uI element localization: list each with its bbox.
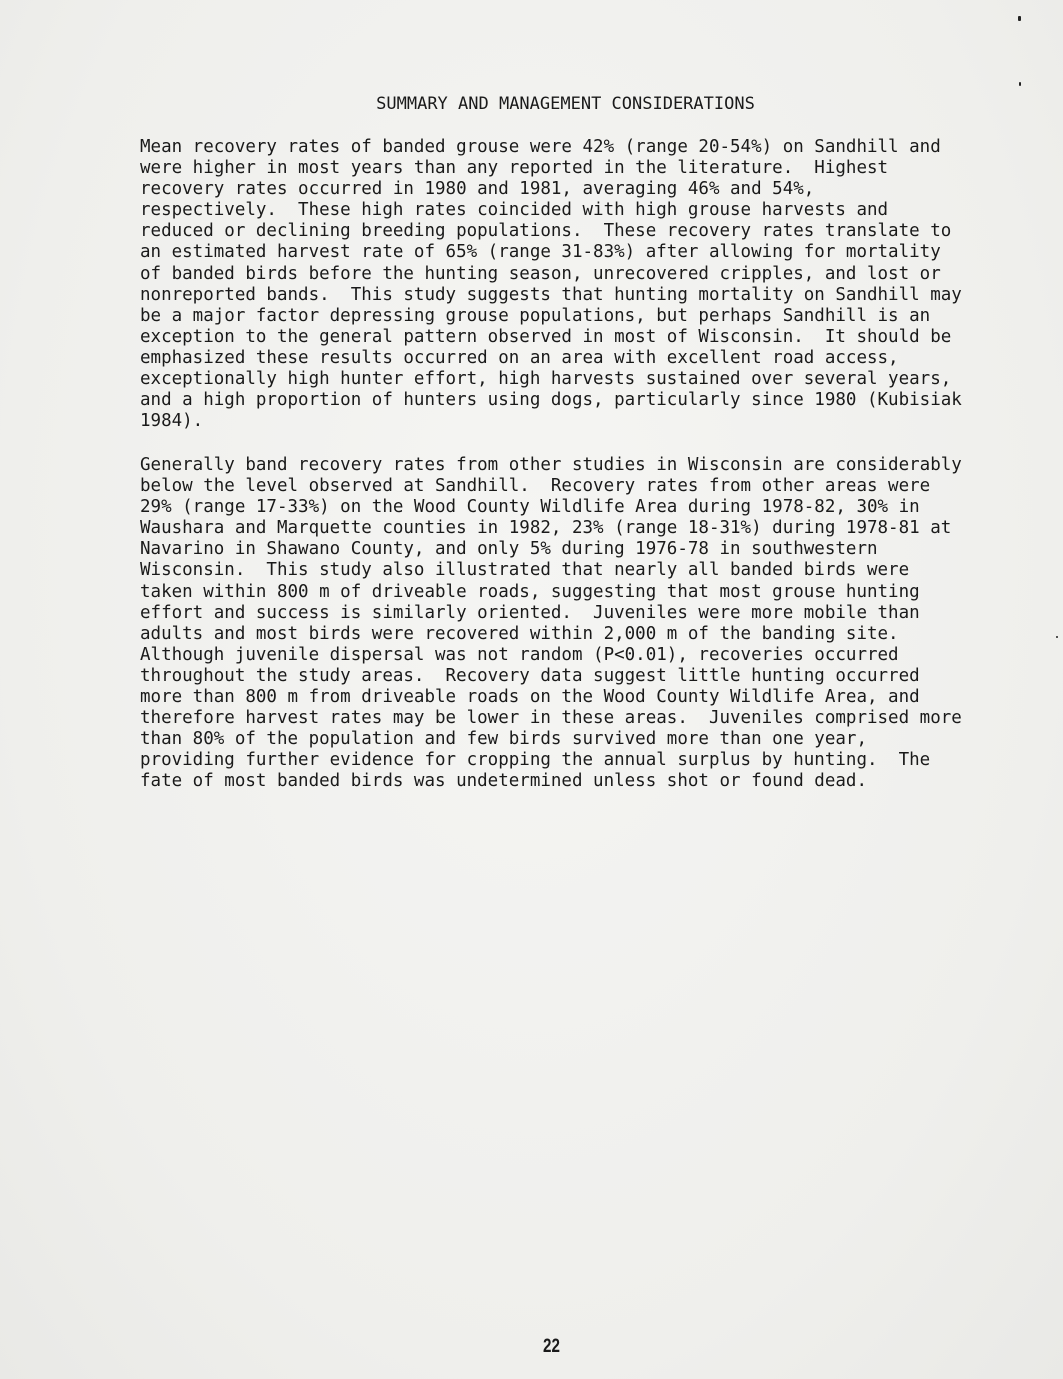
text-line: reduced or declining breeding populations. These recovery rates translate to <box>140 221 952 242</box>
text-line: Wisconsin. This study also illustrated that nearly all banded birds were <box>140 560 910 581</box>
paragraph-recovery-rates <box>140 137 990 432</box>
text-line: more than 800 m from driveable roads on the Wood County Wildlife Area, and <box>140 687 920 708</box>
text-line: Navarino in Shawano County, and only 5% during 1976-78 in southwestern <box>140 539 878 560</box>
paragraph-wisconsin-comparison <box>140 455 990 793</box>
text-line: effort and success is similarly oriented. Juveniles were more mobile than <box>140 602 920 623</box>
text-line: respectively. These high rates coincided with high grouse harvests and <box>140 200 889 221</box>
scan-speck <box>1056 636 1058 638</box>
text-line: fate of most banded birds was undetermined unless shot or found dead. <box>140 771 867 792</box>
text-line: Generally band recovery rates from other studies in Wisconsin are considerably <box>140 455 962 475</box>
text-line: throughout the study areas. Recovery data suggest little hunting occurred <box>140 665 920 686</box>
section-heading: SUMMARY AND MANAGEMENT CONSIDERATIONS <box>376 94 755 114</box>
text-line: exceptionally high hunter effort, high harvests sustained over several years, <box>140 369 952 390</box>
text-line: nonreported bands. This study suggests that hunting mortality on Sandhill may <box>140 284 962 305</box>
scan-speck <box>1019 82 1021 86</box>
text-line: taken within 800 m of driveable roads, suggesting that most grouse hunting <box>140 581 920 602</box>
text-line: were higher in most years than any reported in the literature. Highest <box>140 158 889 179</box>
text-line: than 80% of the population and few birds survived more than one year, <box>140 729 867 750</box>
text-line: 1984). <box>140 411 204 432</box>
text-line: Waushara and Marquette counties in 1982, 23% (range 18-31%) during 1978-81 at <box>140 518 952 539</box>
text-line: Mean recovery rates of banded grouse were 42% (range 20-54%) on Sandhill and <box>140 137 941 157</box>
scan-speck <box>1018 16 1021 21</box>
page-number: 22 <box>543 1336 560 1357</box>
text-line: below the level observed at Sandhill. Recovery rates from other areas were <box>140 476 931 497</box>
text-line: of banded birds before the hunting season, unrecovered cripples, and lost or <box>140 263 941 284</box>
text-line: be a major factor depressing grouse populations, but perhaps Sandhill is an <box>140 305 931 326</box>
text-line: providing further evidence for cropping the annual surplus by hunting. The <box>140 750 931 771</box>
text-line: Although juvenile dispersal was not random (P<0.01), recoveries occurred <box>140 644 899 665</box>
text-line: adults and most birds were recovered within 2,000 m of the banding site. <box>140 623 899 644</box>
text-line: an estimated harvest rate of 65% (range 31-83%) after allowing for mortality <box>140 242 941 263</box>
text-line: and a high proportion of hunters using dogs, particularly since 1980 (Kubisiak <box>140 390 962 411</box>
text-line: 29% (range 17-33%) on the Wood County Wildlife Area during 1978-82, 30% in <box>140 497 920 518</box>
text-line: therefore harvest rates may be lower in these areas. Juveniles comprised more <box>140 708 962 729</box>
text-line: emphasized these results occurred on an area with excellent road access, <box>140 347 899 368</box>
text-line: exception to the general pattern observed in most of Wisconsin. It should be <box>140 326 952 347</box>
text-line: recovery rates occurred in 1980 and 1981, averaging 46% and 54%, <box>140 179 815 200</box>
